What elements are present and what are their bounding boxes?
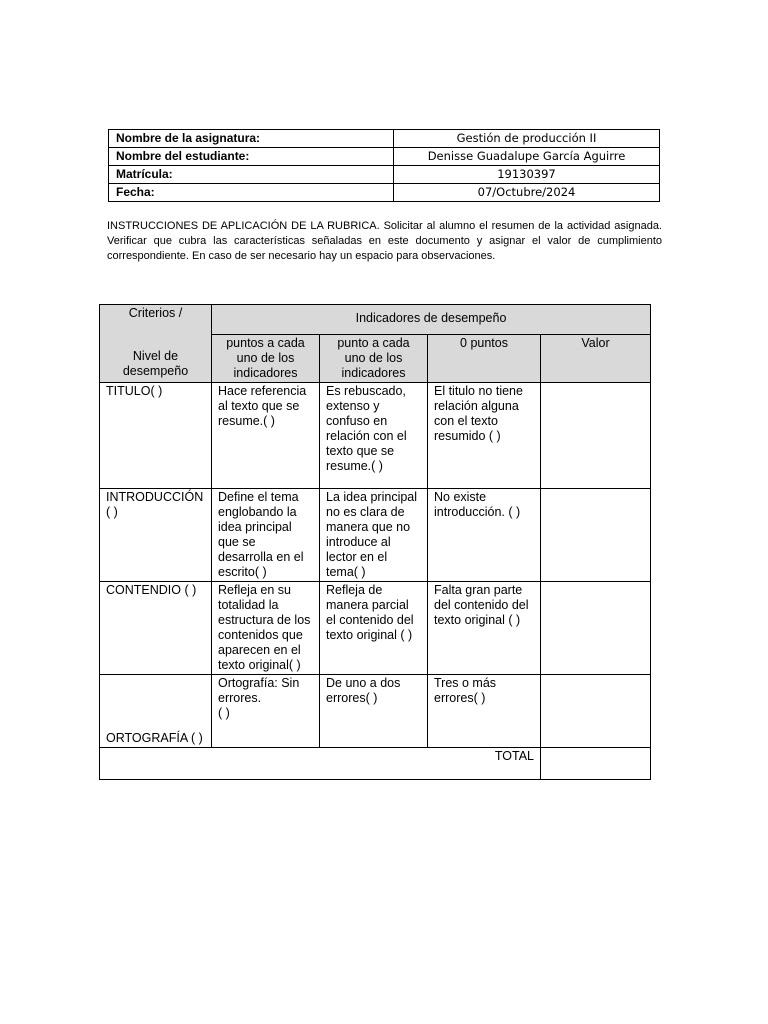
info-row (109, 184, 660, 202)
indicator-cell: El titulo no tiene relación alguna con el texto resumido ( ) (428, 383, 541, 489)
indicator-cell: Es rebuscado, extenso y confuso en relación con el texto que se resume.( ) (320, 383, 428, 489)
column-header-full-points: puntos a cada uno de los indicadores (212, 335, 320, 383)
info-label: Fecha: (109, 184, 394, 202)
indicator-cell: De uno a dos errores( ) (320, 675, 428, 748)
info-value: Denisse Guadalupe García Aguirre (394, 148, 660, 166)
indicator-cell: Hace referencia al texto que se resume.( ) (212, 383, 320, 489)
indicator-cell: Refleja en su totalidad la estructura de los contenidos que aparecen en el texto original( ) (212, 582, 320, 675)
valor-cell[interactable] (541, 582, 651, 675)
rubric-row-titulo (100, 383, 651, 489)
indicator-cell: Falta gran parte del contenido del texto original ( ) (428, 582, 541, 675)
info-row (109, 148, 660, 166)
column-header-valor: Valor (541, 335, 651, 383)
total-spacer (100, 765, 541, 780)
info-label: Nombre del estudiante: (109, 148, 394, 166)
info-label: Nombre de la asignatura: (109, 130, 394, 148)
total-row (100, 748, 651, 766)
indicator-cell: La idea principal no es clara de manera que no introduce al lector en el tema( ) (320, 489, 428, 582)
indicator-cell: Tres o más errores( ) (428, 675, 541, 748)
indicator-cell: Refleja de manera parcial el contenido del texto original ( ) (320, 582, 428, 675)
total-label: TOTAL (100, 748, 541, 766)
criteria-header (100, 305, 212, 383)
valor-cell[interactable] (541, 675, 651, 748)
criterion-cell: INTRODUCCIÓN ( ) (100, 489, 212, 582)
rubric-table (99, 304, 651, 780)
criteria-header-bottom: Nivel de desempeño (122, 349, 189, 378)
criterion-cell: ORTOGRAFÍA ( ) (100, 675, 212, 748)
info-label: Matrícula: (109, 166, 394, 184)
indicator-cell: Define el tema englobando la idea principal que se desarrolla en el escrito( ) (212, 489, 320, 582)
total-value-cell[interactable] (541, 748, 651, 780)
column-header-partial-points: punto a cada uno de los indicadores (320, 335, 428, 383)
instructions-paragraph: INSTRUCCIONES DE APLICACIÓN DE LA RUBRICA. Solicitar al alumno el resumen de la actividad asignada. Verificar que cubra las características señaladas en este documento y asignar el valor de cumplimiento correspondiente. En caso de ser necesario hay un espacio para observaciones. (107, 220, 662, 262)
indicators-header: Indicadores de desempeño (212, 305, 651, 335)
info-value: Gestión de producción II (394, 130, 660, 148)
valor-cell[interactable] (541, 489, 651, 582)
rubric-header-row (100, 305, 651, 335)
info-value: 19130397 (394, 166, 660, 184)
info-row (109, 166, 660, 184)
rubric-row-introduccion (100, 489, 651, 582)
rubric-row-ortografia (100, 675, 651, 748)
indicator-cell: No existe introducción. ( ) (428, 489, 541, 582)
rubric-row-contenido (100, 582, 651, 675)
criterion-cell: CONTENDIO ( ) (100, 582, 212, 675)
info-value: 07/Octubre/2024 (394, 184, 660, 202)
info-row (109, 130, 660, 148)
criteria-header-top: Criterios / (128, 306, 183, 320)
student-info-table (108, 129, 660, 202)
column-header-zero-points: 0 puntos (428, 335, 541, 383)
valor-cell[interactable] (541, 383, 651, 489)
criterion-cell: TITULO( ) (100, 383, 212, 489)
indicator-cell: Ortografía: Sin errores. ( ) (212, 675, 320, 748)
